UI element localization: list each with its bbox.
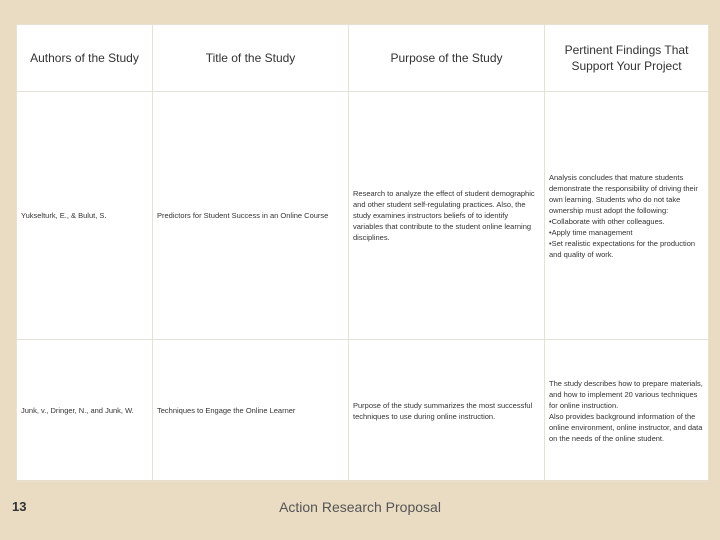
table-row [17,92,709,340]
table-row [17,340,709,482]
research-table [16,24,709,482]
header-title: Title of the Study [153,25,349,92]
footer-title: Action Research Proposal [279,499,441,515]
header-findings: Pertinent Findings That Support Your Project [545,25,709,92]
header-purpose: Purpose of the Study [349,25,545,92]
cell-purpose: Research to analyze the effect of student demographic and other student self-regulating practices. Also, the study examines instructors beliefs of to identify variables that contribute to the student online learning disciplines. [349,92,545,340]
cell-authors: Yukselturk, E., & Bulut, S. [17,92,153,340]
cell-authors: Junk, v., Dringer, N., and Junk, W. [17,340,153,482]
cell-findings: The study describes how to prepare materials, and how to implement 20 various techniques for online instruction. Also provides background information of the online environment, online instructor, and data on the needs of the online student. [545,340,709,482]
header-authors: Authors of the Study [17,25,153,92]
page-number: 13 [12,499,27,514]
table-header-row [17,25,709,92]
cell-title: Techniques to Engage the Online Learner [153,340,349,482]
cell-purpose: Purpose of the study summarizes the most successful techniques to use during online instruction. [349,340,545,482]
cell-title: Predictors for Student Success in an Online Course [153,92,349,340]
cell-findings: Analysis concludes that mature students demonstrate the responsibility of driving their own learning. Students who do not take ownership must adopt the following: •Collaborate with other colleagues. •Apply time management •Set realistic expectations for the production and quality of work. [545,92,709,340]
